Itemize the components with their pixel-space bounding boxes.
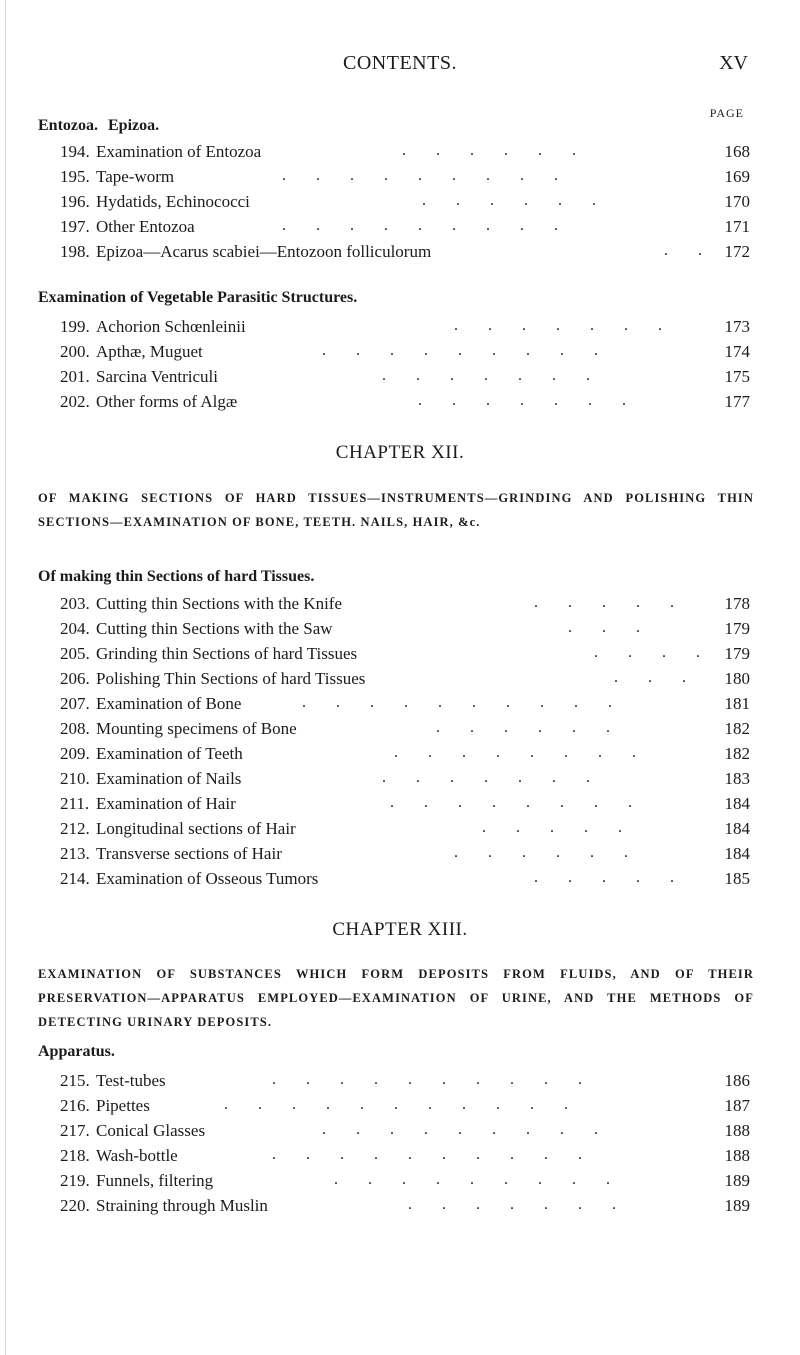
toc-entry (60, 342, 750, 364)
entry-page: 180 (724, 669, 750, 688)
entry-number: 194. (60, 142, 90, 161)
dot-leader: . . . . . . . . . . (272, 1146, 595, 1163)
toc-entry (60, 167, 750, 189)
entry-title: Sarcina Ventriculi (96, 367, 218, 386)
section-heading-vegetable-parasites: Examination of Vegetable Parasitic Structures. (38, 289, 358, 306)
dot-leader: . . . . . . . . (394, 744, 649, 761)
entry-number: 201. (60, 367, 90, 386)
entry-page: 188 (724, 1121, 750, 1140)
entry-number: 216. (60, 1096, 90, 1115)
entry-title: Tape-worm (96, 167, 175, 186)
toc-entry (60, 142, 750, 164)
toc-entry (60, 217, 750, 239)
chapter-13-description: EXAMINATION OF SUBSTANCES WHICH FORM DEPOSITS FROM FLUIDS, AND OF THEIR PRESERVATION—APPARATUS EMPLOYED—EXAMINATION OF URINE, AND THE METHODS OF DETECTING URINARY DEPOSITS. (38, 967, 754, 1029)
section-heading-apparatus: Apparatus. (38, 1043, 115, 1060)
chapter-12-title: CHAPTER XII. (335, 442, 465, 463)
entry-number: 212. (60, 819, 90, 838)
entry-title: Other Entozoa (96, 217, 195, 236)
dot-leader: . . . . . . . . . . (272, 1071, 595, 1088)
toc-entry (60, 367, 750, 389)
entry-page: 186 (724, 1071, 750, 1090)
entry-number: 197. (60, 217, 90, 236)
entry-page: 187 (724, 1096, 750, 1115)
entry-number: 204. (60, 619, 90, 638)
dot-leader: . . . . . . . . (390, 794, 645, 811)
entry-number: 195. (60, 167, 90, 186)
entry-title: Examination of Bone (96, 694, 242, 713)
entry-page: 184 (724, 819, 750, 838)
entry-title: Achorion Schœnleinii (96, 317, 246, 336)
toc-entry (60, 844, 750, 866)
entry-number: 202. (60, 392, 90, 411)
entry-page: 171 (724, 217, 750, 236)
entry-number: 207. (60, 694, 90, 713)
entry-title: Longitudinal sections of Hair (96, 819, 296, 838)
entry-title: Test-tubes (96, 1071, 166, 1090)
toc-entry (60, 242, 750, 264)
entry-title: Hydatids, Echinococci (96, 192, 250, 211)
entry-title: Examination of Osseous Tumors (96, 869, 319, 888)
entry-page: 169 (724, 167, 750, 186)
entry-page: 182 (724, 744, 750, 763)
entry-number: 211. (60, 794, 90, 813)
entry-title: Wash-bottle (96, 1146, 178, 1165)
dot-leader: . . . . . . . . . (322, 1121, 611, 1138)
entry-page: 181 (724, 694, 750, 713)
chapter-12-description: OF MAKING SECTIONS OF HARD TISSUES—INSTRUMENTS—GRINDING AND POLISHING THIN SECTIONS—EXAMINATION OF BONE, TEETH. NAILS, HAIR, &c. (38, 491, 754, 529)
entry-number: 213. (60, 844, 90, 863)
entry-number: 218. (60, 1146, 90, 1165)
dot-leader: . . . . . . . . . (282, 217, 571, 234)
dot-leader: . . . (614, 669, 699, 686)
entry-page: 170 (724, 192, 750, 211)
entry-title: Conical Glasses (96, 1121, 206, 1140)
entry-title: Polishing Thin Sections of hard Tissues (96, 669, 366, 688)
toc-entry (60, 869, 750, 891)
page-numeral: XV (719, 52, 748, 74)
entry-number: 215. (60, 1071, 90, 1090)
entry-page: 185 (724, 869, 750, 888)
dot-leader: . . . . . (534, 594, 687, 611)
heading-entozoa: Entozoa. (38, 117, 98, 134)
entry-number: 220. (60, 1196, 90, 1215)
toc-entry (60, 1071, 750, 1093)
entry-number: 219. (60, 1171, 90, 1190)
entry-page: 184 (724, 794, 750, 813)
entry-title: Straining through Muslin (96, 1196, 268, 1215)
dot-leader: . . . . . . . (418, 392, 639, 409)
toc-entry (60, 1146, 750, 1168)
toc-entry (60, 769, 750, 791)
entry-number: 210. (60, 769, 90, 788)
dot-leader: . . . . . (482, 819, 635, 836)
entry-number: 203. (60, 594, 90, 613)
toc-entry (60, 594, 750, 616)
toc-entry (60, 794, 750, 816)
toc-entry (60, 694, 750, 716)
entry-number: 206. (60, 669, 90, 688)
dot-leader: . . . . . . . . . . (302, 694, 625, 711)
dot-leader: . . . . . . (454, 844, 641, 861)
page-edge-line (5, 0, 6, 1355)
entry-page: 179 (724, 644, 750, 663)
heading-epizoa: Epizoa. (108, 117, 160, 134)
entry-page: 182 (724, 719, 750, 738)
entry-number: 209. (60, 744, 90, 763)
toc-entry (60, 1121, 750, 1143)
entry-page: 189 (724, 1171, 750, 1190)
dot-leader: . . . . . . (436, 719, 623, 736)
dot-leader: . . . . . . . (382, 769, 603, 786)
section-heading-entozoa (38, 117, 159, 135)
entry-page: 177 (724, 392, 750, 411)
toc-entry (60, 819, 750, 841)
entry-page: 179 (724, 619, 750, 638)
entry-title: Epizoa—Acarus scabiei—Entozoon folliculorum (96, 242, 432, 261)
dot-leader: . . . . . . . . . (334, 1171, 623, 1188)
dot-leader: . . . . . . . . . (322, 342, 611, 359)
toc-entry (60, 644, 750, 666)
entry-number: 198. (60, 242, 90, 261)
entry-number: 205. (60, 644, 90, 663)
toc-entry (60, 317, 750, 339)
entry-title: Grinding thin Sections of hard Tissues (96, 644, 358, 663)
entry-title: Cutting thin Sections with the Saw (96, 619, 333, 638)
toc-entry (60, 392, 750, 414)
dot-leader: . . . (568, 619, 653, 636)
toc-entry (60, 1171, 750, 1193)
entry-title: Cutting thin Sections with the Knife (96, 594, 343, 613)
running-header (0, 52, 800, 76)
dot-leader: . . . . . . . . . (282, 167, 571, 184)
running-title: CONTENTS. (343, 52, 457, 74)
entry-page: 189 (724, 1196, 750, 1215)
dot-leader: . . . . . . . (408, 1196, 629, 1213)
dot-leader: . . . . . . . . . . . (224, 1096, 581, 1113)
section-heading-thin-sections: Of making thin Sections of hard Tissues. (38, 568, 315, 585)
dot-leader: . . . . . . . (382, 367, 603, 384)
toc-entry (60, 192, 750, 214)
entry-title: Examination of Entozoa (96, 142, 262, 161)
toc-entry (60, 719, 750, 741)
toc-entry (60, 744, 750, 766)
entry-title: Examination of Teeth (96, 744, 243, 763)
entry-page: 178 (724, 594, 750, 613)
entry-number: 200. (60, 342, 90, 361)
toc-entry (60, 1196, 750, 1218)
toc-entry (60, 1096, 750, 1118)
entry-title: Apthæ, Muguet (96, 342, 203, 361)
entry-title: Funnels, filtering (96, 1171, 214, 1190)
entry-number: 214. (60, 869, 90, 888)
dot-leader: . . . . (594, 644, 713, 661)
toc-entry (60, 619, 750, 641)
entry-title: Other forms of Algæ (96, 392, 238, 411)
dot-leader: . . . . . . (422, 192, 609, 209)
entry-page: 184 (724, 844, 750, 863)
chapter-13-title: CHAPTER XIII. (332, 919, 468, 940)
dot-leader: . . . . . . . (454, 317, 675, 334)
dot-leader: . . . . . . (402, 142, 589, 159)
toc-entry (60, 669, 750, 691)
entry-page: 175 (724, 367, 750, 386)
entry-page: 183 (724, 769, 750, 788)
entry-title: Examination of Hair (96, 794, 236, 813)
entry-title: Pipettes (96, 1096, 150, 1115)
dot-leader: . . (664, 242, 715, 259)
entry-page: 174 (724, 342, 750, 361)
entry-number: 208. (60, 719, 90, 738)
entry-title: Mounting specimens of Bone (96, 719, 297, 738)
page-column-label: PAGE (709, 106, 744, 120)
dot-leader: . . . . . (534, 869, 687, 886)
entry-page: 188 (724, 1146, 750, 1165)
entry-number: 217. (60, 1121, 90, 1140)
entry-page: 173 (724, 317, 750, 336)
entry-title: Transverse sections of Hair (96, 844, 282, 863)
entry-page: 168 (724, 142, 750, 161)
entry-number: 196. (60, 192, 90, 211)
entry-page: 172 (724, 242, 750, 261)
entry-number: 199. (60, 317, 90, 336)
entry-title: Examination of Nails (96, 769, 242, 788)
